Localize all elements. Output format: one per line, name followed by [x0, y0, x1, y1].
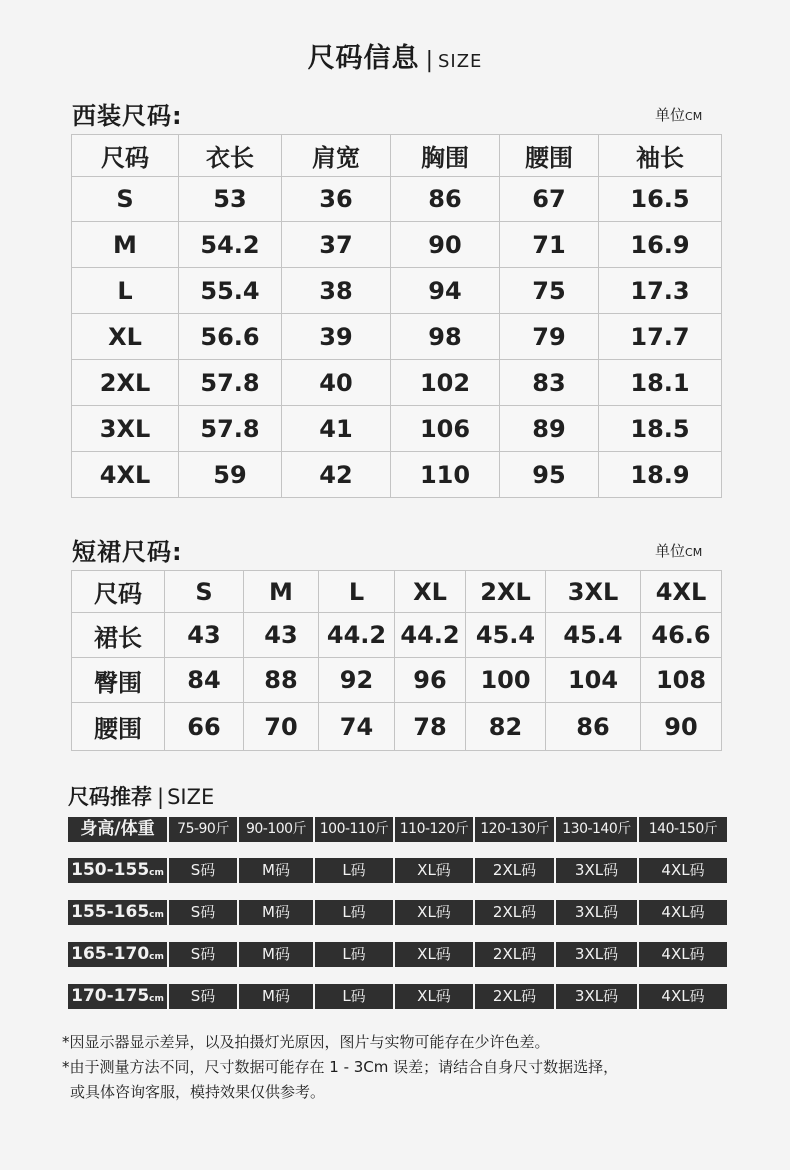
skirt-measure-cell: 86	[546, 703, 641, 751]
suit-measure-cell: 83	[500, 360, 599, 406]
recommended-size-cell: XL码	[395, 942, 475, 967]
suit-table-row	[72, 314, 722, 360]
suit-measure-cell: 37	[282, 222, 391, 268]
height-range-cell	[68, 900, 169, 925]
suit-table-row	[72, 360, 722, 406]
recommend-row	[68, 858, 727, 883]
suit-table-row	[72, 452, 722, 498]
weight-range-cell: 100-110斤	[315, 817, 395, 842]
recommend-title-separator: |	[157, 785, 165, 809]
recommend-title-en: SIZE	[167, 785, 215, 809]
suit-measure-cell: 18.9	[599, 452, 722, 498]
weight-range-cell: 75-90斤	[169, 817, 239, 842]
height-unit: cm	[149, 910, 164, 920]
suit-size-label: L	[72, 268, 179, 314]
suit-measure-cell: 94	[391, 268, 500, 314]
suit-measure-cell: 17.7	[599, 314, 722, 360]
suit-measure-cell: 39	[282, 314, 391, 360]
suit-measure-cell: 38	[282, 268, 391, 314]
recommended-size-cell: 2XL码	[475, 900, 556, 925]
weight-range-cell: 140-150斤	[639, 817, 727, 842]
suit-measure-cell: 110	[391, 452, 500, 498]
recommended-size-cell: 2XL码	[475, 984, 556, 1009]
suit-section-title: 西装尺码:	[72, 102, 183, 130]
recommend-header-row	[68, 817, 727, 842]
suit-measure-cell: 54.2	[179, 222, 282, 268]
page-title-en: SIZE	[437, 51, 483, 72]
suit-table-row	[72, 177, 722, 222]
skirt-measure-cell: 44.2	[319, 613, 395, 658]
skirt-measure-cell: 92	[319, 658, 395, 703]
skirt-measure-cell: 46.6	[641, 613, 722, 658]
weight-range-cell: 90-100斤	[239, 817, 315, 842]
suit-measure-cell: 16.9	[599, 222, 722, 268]
suit-unit-label: 单位	[655, 106, 686, 124]
skirt-header-cell: 尺码	[72, 571, 165, 613]
suit-measure-cell: 57.8	[179, 360, 282, 406]
skirt-measure-cell: 45.4	[546, 613, 641, 658]
skirt-measure-label: 裙长	[72, 613, 165, 658]
recommend-header-label: 身高/体重	[68, 817, 169, 842]
suit-measure-cell: 98	[391, 314, 500, 360]
suit-header-cell: 衣长	[179, 135, 282, 177]
skirt-unit-label: 单位	[655, 542, 686, 560]
skirt-table-row	[72, 703, 722, 751]
recommended-size-cell: M码	[239, 984, 315, 1009]
recommended-size-cell: M码	[239, 900, 315, 925]
suit-size-table	[71, 134, 722, 498]
skirt-measure-label: 臀围	[72, 658, 165, 703]
recommended-size-cell: 4XL码	[639, 900, 727, 925]
suit-size-label: 4XL	[72, 452, 179, 498]
recommended-size-cell: XL码	[395, 984, 475, 1009]
height-range-value: 170-175	[71, 986, 150, 1006]
height-range-value: 155-165	[71, 902, 150, 922]
recommended-size-cell: 4XL码	[639, 942, 727, 967]
suit-table-row	[72, 222, 722, 268]
skirt-table-row	[72, 658, 722, 703]
suit-measure-cell: 75	[500, 268, 599, 314]
recommended-size-cell: L码	[315, 858, 395, 883]
suit-measure-cell: 53	[179, 177, 282, 222]
height-unit: cm	[149, 994, 164, 1004]
suit-measure-cell: 106	[391, 406, 500, 452]
weight-range-cell: 120-130斤	[475, 817, 556, 842]
height-range-value: 165-170	[71, 944, 150, 964]
weight-range-cell: 110-120斤	[395, 817, 475, 842]
suit-unit	[655, 104, 702, 125]
skirt-measure-cell: 66	[165, 703, 244, 751]
recommended-size-cell: S码	[169, 900, 239, 925]
skirt-measure-label: 腰围	[72, 703, 165, 751]
skirt-header-cell: M	[244, 571, 319, 613]
recommended-size-cell: 3XL码	[556, 858, 639, 883]
recommended-size-cell: 3XL码	[556, 900, 639, 925]
suit-measure-cell: 90	[391, 222, 500, 268]
height-range-cell	[68, 984, 169, 1009]
skirt-measure-cell: 43	[244, 613, 319, 658]
suit-measure-cell: 89	[500, 406, 599, 452]
suit-measure-cell: 18.5	[599, 406, 722, 452]
suit-measure-cell: 41	[282, 406, 391, 452]
recommended-size-cell: 3XL码	[556, 942, 639, 967]
recommended-size-cell: L码	[315, 942, 395, 967]
suit-measure-cell: 42	[282, 452, 391, 498]
suit-measure-cell: 16.5	[599, 177, 722, 222]
skirt-measure-cell: 90	[641, 703, 722, 751]
recommend-title	[68, 781, 214, 811]
suit-measure-cell: 95	[500, 452, 599, 498]
height-unit: cm	[149, 868, 164, 878]
skirt-measure-cell: 78	[395, 703, 466, 751]
suit-measure-cell: 56.6	[179, 314, 282, 360]
suit-header-cell: 腰围	[500, 135, 599, 177]
skirt-header-cell: 3XL	[546, 571, 641, 613]
skirt-measure-cell: 100	[466, 658, 546, 703]
recommended-size-cell: 4XL码	[639, 984, 727, 1009]
skirt-measure-cell: 104	[546, 658, 641, 703]
suit-measure-cell: 86	[391, 177, 500, 222]
skirt-header-row	[72, 571, 722, 613]
suit-measure-cell: 36	[282, 177, 391, 222]
recommend-row	[68, 942, 727, 967]
skirt-measure-cell: 43	[165, 613, 244, 658]
suit-header-cell: 袖长	[599, 135, 722, 177]
recommended-size-cell: 4XL码	[639, 858, 727, 883]
recommend-row	[68, 900, 727, 925]
suit-measure-cell: 40	[282, 360, 391, 406]
title-separator: |	[425, 48, 434, 73]
page-title-text: 尺码信息	[307, 43, 420, 74]
suit-header-cell: 胸围	[391, 135, 500, 177]
skirt-header-cell: S	[165, 571, 244, 613]
suit-header-row	[72, 135, 722, 177]
skirt-measure-cell: 108	[641, 658, 722, 703]
height-range-cell	[68, 858, 169, 883]
suit-measure-cell: 102	[391, 360, 500, 406]
skirt-size-table	[71, 570, 722, 751]
skirt-measure-cell: 88	[244, 658, 319, 703]
note-line-1: *因显示器显示差异，以及拍摄灯光原因，图片与实物可能存在少许色差。	[62, 1033, 550, 1051]
suit-measure-cell: 71	[500, 222, 599, 268]
page-title	[0, 36, 790, 75]
recommended-size-cell: 2XL码	[475, 942, 556, 967]
skirt-table-row	[72, 613, 722, 658]
recommended-size-cell: 2XL码	[475, 858, 556, 883]
suit-unit-value: CM	[685, 110, 703, 123]
suit-table-row	[72, 406, 722, 452]
suit-size-label: 3XL	[72, 406, 179, 452]
height-range-cell	[68, 942, 169, 967]
skirt-measure-cell: 44.2	[395, 613, 466, 658]
recommended-size-cell: M码	[239, 942, 315, 967]
suit-table-row	[72, 268, 722, 314]
skirt-measure-cell: 96	[395, 658, 466, 703]
skirt-header-cell: 2XL	[466, 571, 546, 613]
recommended-size-cell: S码	[169, 858, 239, 883]
suit-measure-cell: 18.1	[599, 360, 722, 406]
skirt-measure-cell: 70	[244, 703, 319, 751]
note-line-3: 或具体咨询客服，模持效果仅供参考。	[70, 1083, 326, 1101]
skirt-measure-cell: 84	[165, 658, 244, 703]
height-range-value: 150-155	[71, 860, 150, 880]
suit-size-label: 2XL	[72, 360, 179, 406]
weight-range-cell: 130-140斤	[556, 817, 639, 842]
suit-size-label: S	[72, 177, 179, 222]
recommended-size-cell: XL码	[395, 858, 475, 883]
suit-header-cell: 尺码	[72, 135, 179, 177]
skirt-unit	[655, 540, 702, 561]
suit-measure-cell: 17.3	[599, 268, 722, 314]
suit-size-label: XL	[72, 314, 179, 360]
suit-measure-cell: 59	[179, 452, 282, 498]
suit-header-cell: 肩宽	[282, 135, 391, 177]
suit-measure-cell: 55.4	[179, 268, 282, 314]
skirt-header-cell: L	[319, 571, 395, 613]
recommend-row	[68, 984, 727, 1009]
recommended-size-cell: 3XL码	[556, 984, 639, 1009]
skirt-section-title: 短裙尺码:	[72, 538, 183, 566]
recommended-size-cell: S码	[169, 942, 239, 967]
skirt-measure-cell: 45.4	[466, 613, 546, 658]
height-unit: cm	[149, 952, 164, 962]
recommended-size-cell: XL码	[395, 900, 475, 925]
recommend-title-text: 尺码推荐	[68, 785, 152, 809]
note-line-2: *由于测量方法不同，尺寸数据可能存在 1 - 3Cm 误差；请结合自身尺寸数据选择，	[62, 1058, 619, 1076]
suit-size-label: M	[72, 222, 179, 268]
suit-measure-cell: 57.8	[179, 406, 282, 452]
suit-measure-cell: 79	[500, 314, 599, 360]
skirt-measure-cell: 74	[319, 703, 395, 751]
recommended-size-cell: M码	[239, 858, 315, 883]
recommended-size-cell: L码	[315, 900, 395, 925]
skirt-unit-value: CM	[685, 546, 703, 559]
suit-measure-cell: 67	[500, 177, 599, 222]
skirt-header-cell: XL	[395, 571, 466, 613]
skirt-measure-cell: 82	[466, 703, 546, 751]
recommended-size-cell: L码	[315, 984, 395, 1009]
recommended-size-cell: S码	[169, 984, 239, 1009]
skirt-header-cell: 4XL	[641, 571, 722, 613]
